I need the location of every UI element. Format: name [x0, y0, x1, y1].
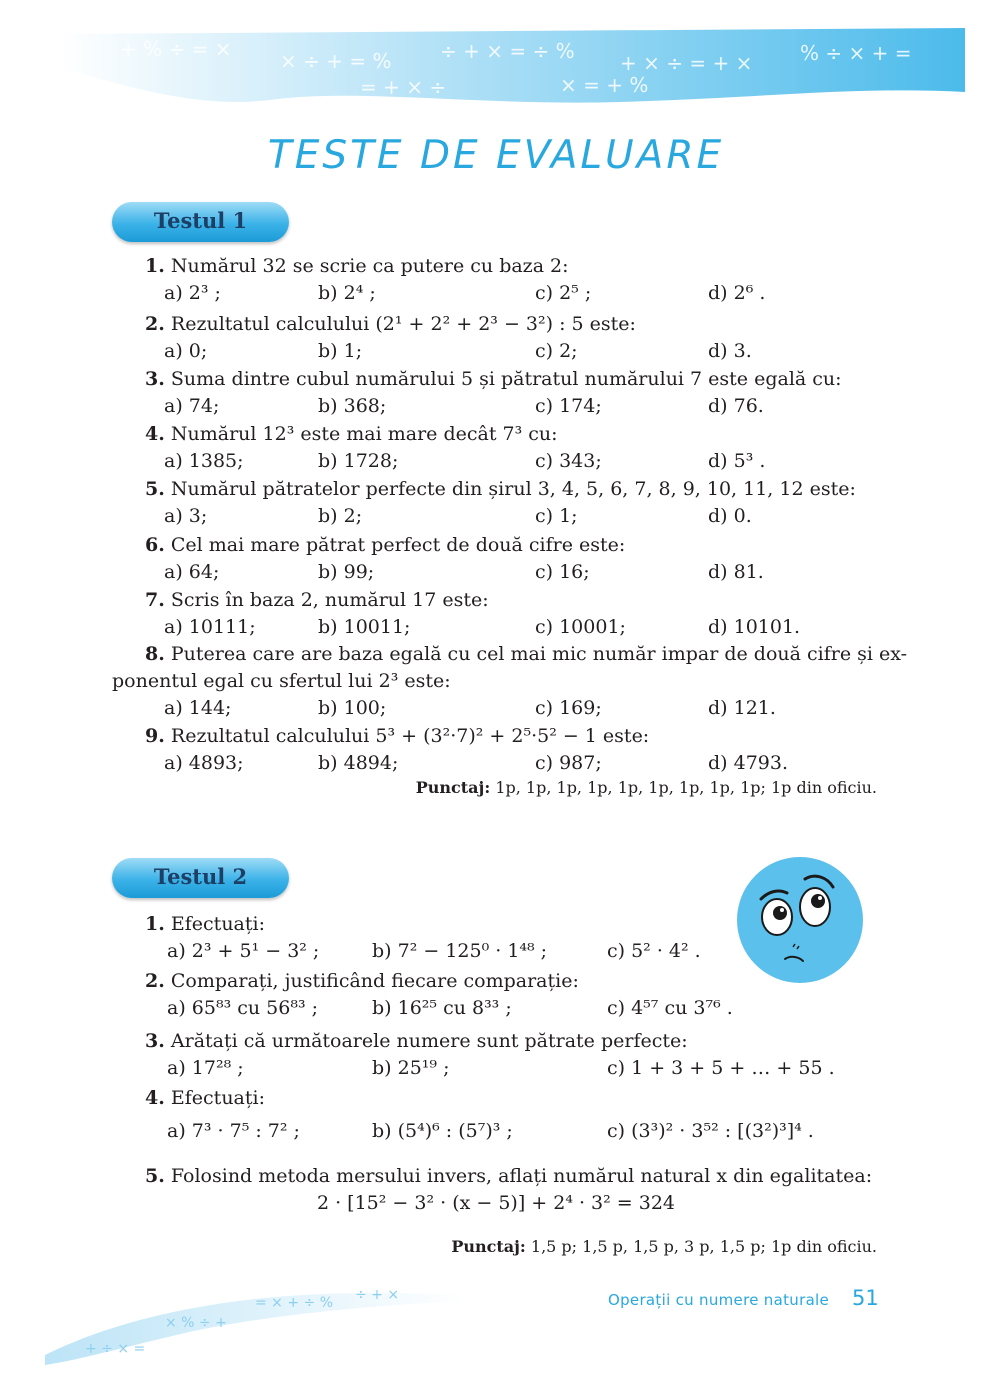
answer-option: d) 0. — [708, 505, 752, 527]
question-statement: Efectuați: — [170, 913, 265, 935]
answer-option: b) 99; — [318, 561, 375, 583]
answer-option: a) 0; — [164, 340, 208, 362]
answer-option: b) 2; — [318, 505, 363, 527]
question-statement: Folosind metoda mersului invers, aflați numărul natural x din egalitatea: — [170, 1165, 873, 1187]
answer-option: a) 7³ · 7⁵ : 7² ; — [167, 1120, 300, 1142]
equation: 2 · [15² − 3² · (x − 5)] + 2⁴ · 3² = 324 — [316, 1192, 676, 1214]
test2-label: Testul 2 — [112, 858, 289, 898]
question-text — [145, 1087, 265, 1109]
answer-option: c) 1; — [535, 505, 578, 527]
question-statement: Cel mai mare pătrat perfect de două cifre este: — [170, 534, 626, 556]
answer-option: b) (5⁴)⁶ : (5⁷)³ ; — [372, 1120, 513, 1142]
answer-option: d) 81. — [708, 561, 764, 583]
page-title: TESTE DE EVALUARE — [267, 133, 725, 178]
answer-option: b) 1728; — [318, 450, 399, 472]
question-number: 2. — [145, 970, 165, 992]
question-statement: Efectuați: — [170, 1087, 265, 1109]
answer-option: d) 2⁶ . — [708, 282, 766, 304]
test1-label: Testul 1 — [112, 202, 289, 242]
answer-option: c) 1 + 3 + 5 + … + 55 . — [607, 1057, 835, 1079]
svg-text:× ÷ + = %: × ÷ + = % — [280, 49, 392, 73]
answer-option: d) 121. — [708, 697, 776, 719]
question-number: 6. — [145, 534, 165, 556]
question-number: 4. — [145, 1087, 165, 1109]
question-text — [145, 1165, 872, 1187]
answer-option: c) 343; — [535, 450, 602, 472]
question-text — [145, 313, 636, 335]
question-statement: Suma dintre cubul numărului 5 și pătratul numărului 7 este egală cu: — [170, 368, 842, 390]
question-text — [145, 913, 265, 935]
question-number: 1. — [145, 255, 165, 277]
question-number: 1. — [145, 913, 165, 935]
answer-option: b) 1; — [318, 340, 363, 362]
question-text — [145, 423, 558, 445]
question-number: 8. — [145, 643, 165, 665]
question-statement: Numărul 32 se scrie ca putere cu baza 2: — [170, 255, 569, 277]
answer-option: c) (3³)² · 3⁵² : [(3²)³]⁴ . — [607, 1120, 814, 1142]
answer-option: c) 987; — [535, 752, 602, 774]
question-text — [145, 478, 856, 500]
question-number: 7. — [145, 589, 165, 611]
question-text — [145, 534, 625, 556]
svg-text:% ÷ × + =: % ÷ × + = — [800, 41, 912, 65]
question-text — [145, 643, 907, 665]
svg-text:÷ + ×: ÷ + × — [355, 1287, 400, 1303]
answer-option: b) 16²⁵ cu 8³³ ; — [372, 997, 512, 1019]
svg-text:= × + ÷ %: = × + ÷ % — [255, 1295, 334, 1311]
question-text — [145, 970, 579, 992]
question-text — [145, 255, 569, 277]
answer-option: a) 1385; — [164, 450, 244, 472]
question-number: 9. — [145, 725, 165, 747]
question-statement: Rezultatul calculului 5³ + (3²·7)² + 2⁵·5² − 1 este: — [170, 725, 650, 747]
svg-text:× % ÷ +: × % ÷ + — [165, 1315, 227, 1331]
question-statement: Numărul 12³ este mai mare decât 7³ cu: — [170, 423, 558, 445]
svg-text:+ ÷ × =: + ÷ × = — [85, 1341, 146, 1357]
question-statement: Puterea care are baza egală cu cel mai mic număr impar de două cifre și ex- — [170, 643, 908, 665]
question-text — [145, 589, 489, 611]
answer-option: c) 2⁵ ; — [535, 282, 592, 304]
answer-option: a) 17²⁸ ; — [167, 1057, 244, 1079]
svg-text:÷ + × = ÷ %: ÷ + × = ÷ % — [440, 39, 575, 63]
question-number: 5. — [145, 1165, 165, 1187]
question-statement: Numărul pătratelor perfecte din șirul 3, 4, 5, 6, 7, 8, 9, 10, 11, 12 este: — [170, 478, 856, 500]
question-number: 4. — [145, 423, 165, 445]
answer-option: d) 10101. — [708, 616, 801, 638]
question-number: 3. — [145, 368, 165, 390]
test2-score: Punctaj: 1,5 p; 1,5 p, 1,5 p, 3 p, 1,5 p; 1p din oficiu. — [451, 1237, 877, 1256]
answer-option: c) 5² · 4² . — [607, 940, 701, 962]
answer-option: d) 5³ . — [708, 450, 766, 472]
question-statement: Arătați că următoarele numere sunt pătrate perfecte: — [170, 1030, 688, 1052]
question-statement-cont: ponentul egal cu sfertul lui 2³ este: — [112, 670, 451, 692]
answer-option: b) 7² − 125⁰ · 1⁴⁸ ; — [372, 940, 548, 962]
question-statement: Scris în baza 2, numărul 17 este: — [170, 589, 489, 611]
answer-option: b) 25¹⁹ ; — [372, 1057, 450, 1079]
page-number: 51 — [852, 1286, 879, 1310]
question-statement: Comparați, justificând fiecare comparație: — [170, 970, 579, 992]
test1-score: Punctaj: 1p, 1p, 1p, 1p, 1p, 1p, 1p, 1p, 1p; 1p din oficiu. — [415, 778, 877, 797]
answer-option: a) 2³ + 5¹ − 3² ; — [167, 940, 320, 962]
answer-option: b) 2⁴ ; — [318, 282, 376, 304]
answer-option: a) 2³ ; — [164, 282, 221, 304]
answer-option: a) 10111; — [164, 616, 256, 638]
answer-option: a) 3; — [164, 505, 208, 527]
answer-option: c) 10001; — [535, 616, 626, 638]
svg-text:+ % ÷ = ×: + % ÷ = × — [120, 37, 232, 61]
answer-option: b) 10011; — [318, 616, 411, 638]
worried-face-icon — [735, 855, 865, 985]
answer-option: c) 174; — [535, 395, 602, 417]
question-text — [145, 725, 649, 747]
question-statement: Rezultatul calculului (2¹ + 2² + 2³ − 3²) : 5 este: — [170, 313, 636, 335]
answer-option: c) 2; — [535, 340, 578, 362]
answer-option: b) 100; — [318, 697, 387, 719]
answer-option: a) 144; — [164, 697, 232, 719]
answer-option: b) 4894; — [318, 752, 399, 774]
answer-option: c) 4⁵⁷ cu 3⁷⁶ . — [607, 997, 733, 1019]
svg-text:× = + %: × = + % — [560, 73, 649, 97]
footer-chapter-title: Operații cu numere naturale — [608, 1291, 830, 1309]
question-number: 3. — [145, 1030, 165, 1052]
answer-option: a) 74; — [164, 395, 220, 417]
decorative-header-band — [60, 28, 965, 110]
svg-text:= + × ÷: = + × ÷ — [360, 75, 447, 99]
answer-option: d) 76. — [708, 395, 764, 417]
question-text — [145, 368, 842, 390]
decorative-footer-band — [45, 1275, 465, 1365]
question-text — [145, 1030, 688, 1052]
answer-option: c) 169; — [535, 697, 602, 719]
svg-text:+ × ÷ = + ×: + × ÷ = + × — [620, 51, 753, 75]
answer-option: a) 65⁸³ cu 56⁸³ ; — [167, 997, 318, 1019]
question-number: 5. — [145, 478, 165, 500]
answer-option: a) 64; — [164, 561, 220, 583]
question-number: 2. — [145, 313, 165, 335]
answer-option: d) 4793. — [708, 752, 789, 774]
answer-option: a) 4893; — [164, 752, 244, 774]
answer-option: b) 368; — [318, 395, 387, 417]
answer-option: d) 3. — [708, 340, 752, 362]
answer-option: c) 16; — [535, 561, 590, 583]
